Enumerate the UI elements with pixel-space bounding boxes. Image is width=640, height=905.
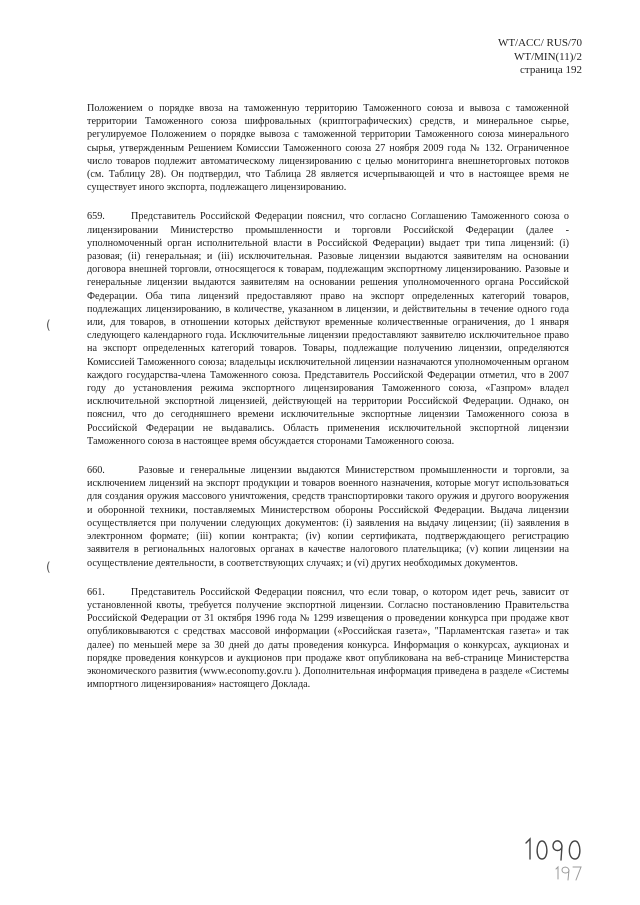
paragraph-continuation [87, 102, 569, 194]
handwritten-page-number [522, 833, 592, 883]
paragraph-text: Разовые и генеральные лицензии выдаются Министерством промышленности и торговли, за исключением лицензий на экспорт продукции и товаров военного назначения, которые могут использоваться для создания оружия массового уничтожения, средств транспортировки такого оружия и другого вооружения и оборонной техники, поставляемых Министерством обороны Российской Федерации. Выдача лицензии осуществляется при получении следующих документов: (i) заявления на выдачу лицензии; (ii) заявления в электронном формате; (iii) копии контракта; (iv) копии сертификата, подтверждающего регистрацию заявителя в региональных налоговых органах в качестве налогового плательщика; (v) копии лицензии на осуществление деятельности, в соответствующих случаях; и (vi) других необходимых документов. [87, 465, 569, 569]
document-symbol-2: WT/MIN(11)/2 [513, 50, 582, 63]
paragraph-text: Представитель Российской Федерации пояснил, что если товар, о котором идет речь, зависит от установленной квоты, требуется получение экспортной лицензии. Согласно постановлению Правительства Российской Федерации от 31 октября 1996 года № 1299 извещения о проведении конкурса при продаже квот опубликовываются с средствах массовой информации («Российская газета», "Парламентская газета» и так далее) по меньшей мере за 30 дней до даты проведения конкурса. Информация о конкурсах, аукционах и порядке проведения конкурсов и аукционов при продаже квот опубликована на веб-странице Министерства экономического развития (www.economy.gov.ru ). Дополнительная информация приведена в разделе «Системы импортного лицензирования» настоящего Доклада. [87, 586, 570, 691]
margin-bracket-mark: ( [46, 318, 51, 332]
document-symbol-1: WT/ACC/ RUS/70 [497, 37, 582, 49]
paragraph-660 [87, 464, 569, 570]
paragraph-659 [87, 210, 569, 448]
document-header [498, 37, 582, 78]
paragraph-text: Положением о порядке ввоза на таможенную территорию Таможенного союза и вывоза с таможенной территории Таможенного союза шифровальных (криптографических) средств, и минеральное сырье, регулируемое Положением о порядке вывоза с таможенной территории Таможенного союза минерального сырья, утвержденным Решением Комиссии Таможенного союза 27 ноября 2009 года № 132. Ограниченное число товаров подлежит автоматическому лицензированию с целью мониторинга внешнеторговых потоков (см. Таблицу 28). Он подтвердил, что Таблица 28 является исчерпывающей и что в настоящее время не существует иного экспорта, подлежащего лицензированию. [87, 103, 569, 194]
paragraph-number: 660. [87, 465, 105, 477]
margin-bracket-mark: ( [46, 560, 51, 574]
paragraph-661 [87, 586, 569, 692]
page-number: страница 192 [520, 64, 582, 76]
paragraph-number: 661. [87, 586, 105, 598]
paragraph-number: 659. [87, 211, 105, 223]
paragraph-text: Представитель Российской Федерации пояснил, что согласно Соглашению Таможенного союза о лицензировании Министерство промышленности и торговли Российской Федерации (далее - уполномоченный орган исполнительной власти в Российской Федерации) выдает три типа лицензий: (i) разовая; (ii) генеральная; и (iii) исключительная. Разовые лицензии выдаются заявителям на основании договора внешней торговли, относящегося к товарам, подлежащим экспортному лицензированию. Разовые и генеральные лицензии выдаются заявителям на основании решения уполномоченного органа Российской Федерации. Оба типа лицензий предоставляют право на экспорт определенных категорий товаров, подлежащих лицензированию, в количестве, указанном в лицензии, и действительны в течение одного года или, для товаров, в отношении которых действуют временные количественные ограничения, до 1 января следующего календарного года. Исключительные лицензии предоставляют заявителю исключительное право на экспорт определенных категорий товаров. Товары, подлежащие получению лицензии, определяются Комиссией Таможенного союза; владельцы исключительной лицензии назначаются уполномоченным органом каждого государства-члена Таможенного союза. Представитель Российской Федерации отметил, что в 2007 году до установления режима экспортного лицензирования Таможенного союза, «Газпром» владел исключительной экспортной лицензией, действующей на территории Российской Федерации. Однако, он пояснил, что до сегодняшнего времени исключительные экспортные лицензии Таможенного союза в Российской Федерации не выдавались. Область применения исключительной экспортной лицензии Таможенного союза в настоящее время обсуждается сторонами Таможенного союза. [87, 211, 569, 447]
document-body [87, 102, 569, 707]
